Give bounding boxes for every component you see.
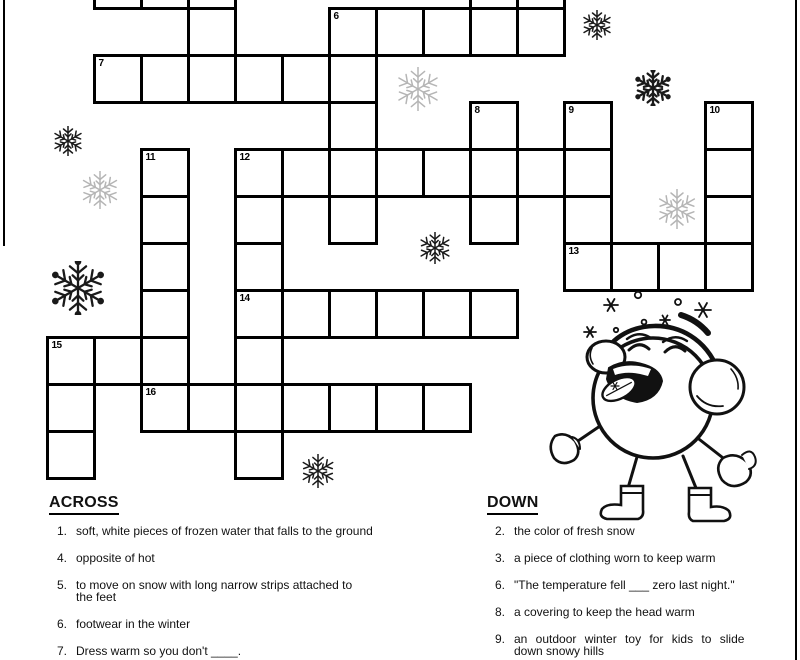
clue-number: 4. bbox=[56, 551, 67, 565]
grid-cell[interactable] bbox=[704, 148, 754, 198]
grid-cell[interactable] bbox=[375, 148, 425, 198]
grid-cell[interactable] bbox=[422, 383, 472, 433]
cell-number: 15 bbox=[51, 339, 62, 351]
grid-cell[interactable] bbox=[328, 54, 378, 104]
grid-cell[interactable] bbox=[93, 336, 143, 386]
across-clues-section bbox=[49, 494, 449, 660]
page-right-border bbox=[795, 0, 797, 660]
grid-cell[interactable] bbox=[375, 289, 425, 339]
grid-cell[interactable] bbox=[328, 101, 378, 151]
grid-cell[interactable] bbox=[469, 148, 519, 198]
clue-number: 6. bbox=[494, 578, 505, 592]
grid-cell[interactable] bbox=[469, 195, 519, 245]
grid-cell[interactable] bbox=[375, 7, 425, 57]
grid-cell[interactable] bbox=[140, 242, 190, 292]
grid-cell[interactable] bbox=[704, 242, 754, 292]
clue-text: Dress warm so you don't ____. bbox=[76, 644, 242, 658]
clue-item bbox=[487, 633, 765, 657]
cell-number: 13 bbox=[568, 245, 579, 257]
clue-item bbox=[49, 645, 449, 657]
snowflake-icon bbox=[582, 10, 612, 40]
grid-cell[interactable] bbox=[563, 195, 613, 245]
grid-cell[interactable] bbox=[328, 7, 378, 57]
clue-number: 5. bbox=[56, 578, 67, 592]
grid-cell[interactable] bbox=[516, 7, 566, 57]
across-heading: ACROSS bbox=[49, 494, 119, 515]
grid-cell[interactable] bbox=[140, 336, 190, 386]
cell-number: 6 bbox=[333, 10, 339, 22]
clue-text: opposite of hot bbox=[76, 551, 155, 565]
grid-cell[interactable] bbox=[610, 242, 660, 292]
grid-cell[interactable] bbox=[234, 289, 284, 339]
grid-cell[interactable] bbox=[563, 101, 613, 151]
grid-cell[interactable] bbox=[704, 195, 754, 245]
grid-cell[interactable] bbox=[140, 195, 190, 245]
down-heading: DOWN bbox=[487, 494, 538, 515]
grid-cell[interactable] bbox=[281, 148, 331, 198]
clue-item bbox=[49, 579, 449, 603]
snowflake-icon bbox=[301, 454, 335, 488]
clue-item bbox=[487, 552, 765, 564]
clue-text: soft, white pieces of frozen water that falls to the ground bbox=[76, 524, 373, 538]
clue-text: footwear in the winter bbox=[76, 617, 191, 631]
grid-cell[interactable] bbox=[469, 289, 519, 339]
snowflake-icon bbox=[419, 232, 451, 264]
snowflake-icon bbox=[657, 189, 697, 229]
grid-cell[interactable] bbox=[422, 289, 472, 339]
grid-cell[interactable] bbox=[422, 148, 472, 198]
clue-item bbox=[49, 525, 449, 537]
clue-text: the color of fresh snow bbox=[514, 524, 635, 538]
grid-cell[interactable] bbox=[46, 430, 96, 480]
clue-item bbox=[487, 579, 765, 591]
grid-cell[interactable] bbox=[657, 242, 707, 292]
grid-cell[interactable] bbox=[234, 430, 284, 480]
snowflake-icon bbox=[51, 261, 105, 315]
grid-cell[interactable] bbox=[46, 336, 96, 386]
grid-cell[interactable] bbox=[328, 195, 378, 245]
clue-text: an outdoor winter toy for kids to slide down snowy hills bbox=[514, 632, 745, 658]
clue-number: 7. bbox=[56, 644, 67, 658]
snowflake-icon bbox=[81, 171, 119, 209]
snowflake-icon bbox=[635, 70, 671, 106]
grid-cell[interactable] bbox=[187, 383, 237, 433]
grid-cell[interactable] bbox=[469, 7, 519, 57]
cell-number: 12 bbox=[239, 151, 250, 163]
clue-item bbox=[487, 525, 765, 537]
clue-number: 3. bbox=[494, 551, 505, 565]
clue-number: 9. bbox=[494, 632, 505, 646]
cell-number: 8 bbox=[474, 104, 480, 116]
grid-cell[interactable] bbox=[234, 383, 284, 433]
grid-cell[interactable] bbox=[140, 54, 190, 104]
clue-item bbox=[49, 552, 449, 564]
grid-cell[interactable] bbox=[422, 7, 472, 57]
grid-cell[interactable] bbox=[328, 289, 378, 339]
page-left-border bbox=[3, 0, 5, 246]
grid-cell[interactable] bbox=[140, 289, 190, 339]
grid-cell[interactable] bbox=[140, 148, 190, 198]
clue-number: 1. bbox=[56, 524, 67, 538]
grid-cell[interactable] bbox=[234, 54, 284, 104]
grid-cell[interactable] bbox=[140, 0, 190, 10]
clue-item bbox=[49, 618, 449, 630]
cell-number: 14 bbox=[239, 292, 250, 304]
clue-text: a piece of clothing worn to keep warm bbox=[514, 551, 716, 565]
grid-cell[interactable] bbox=[234, 242, 284, 292]
clue-number: 2. bbox=[494, 524, 505, 538]
falling-snow bbox=[584, 292, 711, 337]
cell-number: 7 bbox=[98, 57, 104, 69]
grid-cell[interactable] bbox=[328, 148, 378, 198]
grid-cell[interactable] bbox=[375, 383, 425, 433]
grid-cell[interactable] bbox=[46, 383, 96, 433]
snowflake-icon bbox=[396, 67, 440, 111]
clue-text: "The temperature fell ___ zero last night." bbox=[514, 578, 735, 592]
grid-cell[interactable] bbox=[234, 148, 284, 198]
clue-number: 6. bbox=[56, 617, 67, 631]
clue-text: a covering to keep the head warm bbox=[514, 605, 695, 619]
grid-cell[interactable] bbox=[563, 242, 613, 292]
grid-cell[interactable] bbox=[187, 54, 237, 104]
down-clue-list bbox=[487, 525, 765, 657]
grid-cell[interactable] bbox=[93, 0, 143, 10]
grid-cell[interactable] bbox=[93, 54, 143, 104]
cell-number: 9 bbox=[568, 104, 574, 116]
stick-legs bbox=[628, 456, 696, 488]
grid-cell[interactable] bbox=[281, 54, 331, 104]
grid-cell[interactable] bbox=[140, 383, 190, 433]
grid-cell[interactable] bbox=[328, 383, 378, 433]
clue-text: to move on snow with long narrow strips attached to the feet bbox=[76, 578, 353, 604]
cell-number: 11 bbox=[145, 151, 156, 163]
clue-item bbox=[487, 606, 765, 618]
grid-cell[interactable] bbox=[469, 101, 519, 151]
cell-number: 10 bbox=[709, 104, 720, 116]
grid-cell[interactable] bbox=[563, 148, 613, 198]
clue-number: 8. bbox=[494, 605, 505, 619]
grid-cell[interactable] bbox=[234, 195, 284, 245]
across-clue-list bbox=[49, 525, 449, 657]
down-clues-section bbox=[487, 494, 765, 660]
grid-cell[interactable] bbox=[187, 7, 237, 57]
grid-cell[interactable] bbox=[281, 383, 331, 433]
grid-cell[interactable] bbox=[234, 336, 284, 386]
cell-number: 16 bbox=[145, 386, 156, 398]
grid-cell[interactable] bbox=[704, 101, 754, 151]
snowflake-icon bbox=[53, 126, 83, 156]
grid-cell[interactable] bbox=[516, 148, 566, 198]
grid-cell[interactable] bbox=[281, 289, 331, 339]
